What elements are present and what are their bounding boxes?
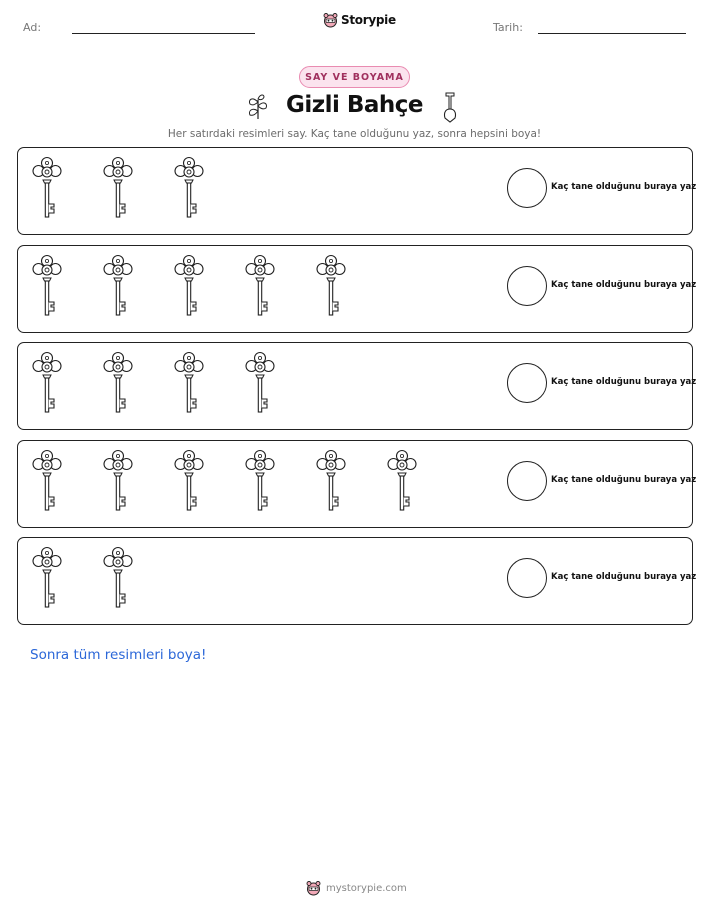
key-icon — [30, 351, 64, 415]
count-row — [17, 537, 697, 625]
answer-circle[interactable] — [507, 461, 547, 501]
date-label: Tarih: — [493, 21, 523, 34]
key-icon — [101, 351, 135, 415]
answer-circle[interactable] — [507, 168, 547, 208]
answer-label: Kaç tane olduğunu buraya yaz — [551, 182, 697, 192]
activity-badge: SAY VE BOYAMA — [299, 66, 410, 88]
key-icon — [30, 156, 64, 220]
key-icon — [30, 546, 64, 610]
answer-label: Kaç tane olduğunu buraya yaz — [551, 377, 697, 387]
name-label: Ad: — [23, 21, 42, 34]
key-icon — [243, 449, 277, 513]
key-icon — [243, 351, 277, 415]
key-icon — [314, 254, 348, 318]
key-icon — [30, 254, 64, 318]
key-icon — [101, 449, 135, 513]
key-icon — [172, 254, 206, 318]
count-row — [17, 440, 697, 528]
key-icon — [243, 254, 277, 318]
footer-note: Sonra tüm resimleri boya! — [30, 647, 207, 663]
count-row — [17, 342, 697, 430]
answer-circle[interactable] — [507, 363, 547, 403]
key-icon — [172, 449, 206, 513]
site-url: mystorypie.com — [326, 882, 407, 894]
answer-circle[interactable] — [507, 558, 547, 598]
instructions: Her satırdaki resimleri say. Kaç tane olduğunu yaz, sonra hepsini boya! — [167, 128, 542, 140]
storypie-mascot-icon — [306, 880, 321, 896]
date-line[interactable] — [538, 33, 686, 34]
storypie-logo — [323, 12, 396, 28]
answer-label: Kaç tane olduğunu buraya yaz — [551, 572, 697, 582]
key-icon — [172, 156, 206, 220]
key-icon — [101, 546, 135, 610]
storypie-mascot-icon — [323, 12, 338, 28]
key-icon — [30, 449, 64, 513]
key-icon — [101, 254, 135, 318]
answer-circle[interactable] — [507, 266, 547, 306]
key-icon — [172, 351, 206, 415]
key-icon — [101, 156, 135, 220]
count-row — [17, 147, 697, 235]
key-icon — [385, 449, 419, 513]
shovel-icon — [441, 91, 459, 123]
count-row — [17, 245, 697, 333]
name-line[interactable] — [72, 33, 255, 34]
answer-label: Kaç tane olduğunu buraya yaz — [551, 474, 697, 485]
page-title: Gizli Bahçe — [285, 92, 424, 118]
key-icon — [314, 449, 348, 513]
site-footer — [306, 880, 407, 896]
answer-label: Kaç tane olduğunu buraya yaz — [551, 279, 697, 290]
brand-name: Storypie — [341, 13, 396, 27]
